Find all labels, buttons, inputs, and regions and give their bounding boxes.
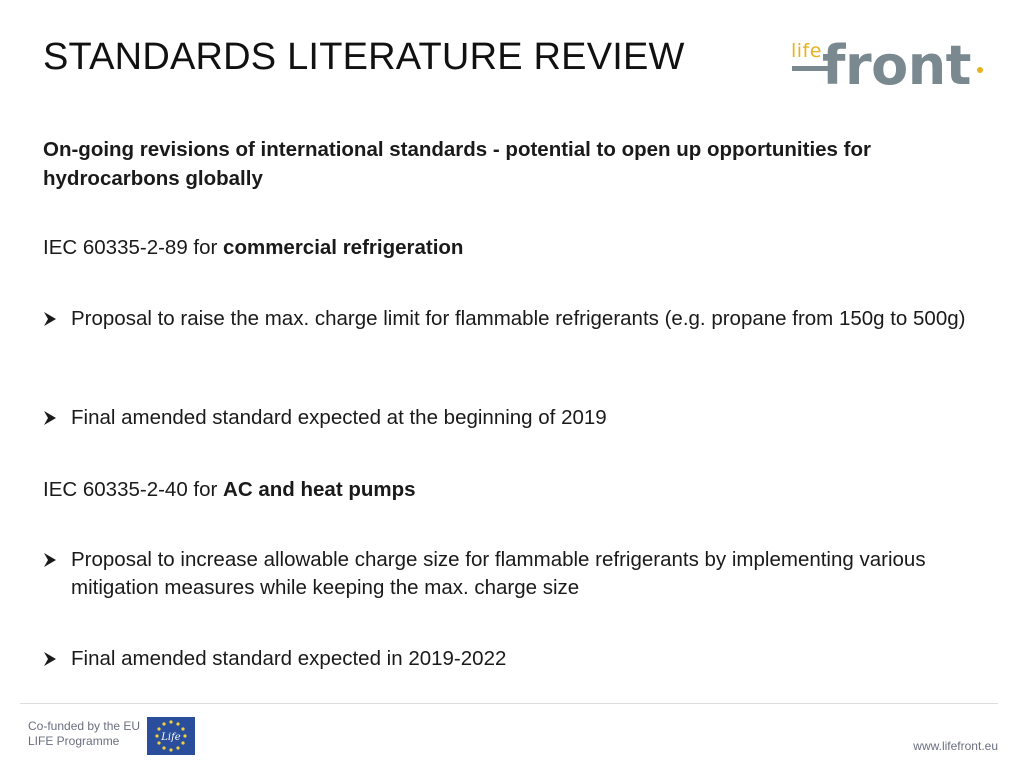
flag-life-text: Life	[161, 732, 181, 743]
bullet-text: Final amended standard expected at the beginning of 2019	[71, 406, 607, 429]
arrow-bullet-icon	[43, 651, 57, 667]
bullet-text: Proposal to increase allowable charge size for flammable refrigerants by implementing various mitigation measures while keeping the max. charge size	[71, 548, 926, 599]
section-topic: AC and heat pumps	[223, 478, 416, 501]
footer-url: www.lifefront.eu	[913, 739, 998, 753]
list-item	[43, 546, 993, 602]
credit-line-1: Co-funded by the EU	[28, 719, 141, 733]
section-heading-ac	[43, 475, 416, 504]
bullet-text: Proposal to raise the max. charge limit for flammable refrigerants (e.g. propane from 150g to 500g)	[71, 307, 966, 330]
intro-text: On-going revisions of international standards - potential to open up opportunities for hydrocarbons globally	[43, 138, 871, 190]
section-standard: IEC 60335-2-40 for	[43, 478, 224, 501]
arrow-bullet-icon	[43, 311, 57, 327]
bullet-text: Final amended standard expected in 2019-2022	[71, 647, 507, 670]
arrow-bullet-icon	[43, 552, 57, 568]
section-topic: commercial refrigeration	[223, 236, 464, 259]
footer-divider	[20, 703, 998, 704]
list-item	[43, 404, 993, 432]
list-item	[43, 645, 993, 673]
list-item	[43, 305, 993, 333]
logo-dot	[977, 67, 983, 73]
section-standard: IEC 60335-2-89 for	[43, 236, 224, 259]
logo-front-text: front	[822, 34, 971, 97]
section-heading-commercial	[43, 233, 463, 262]
slide-title: STANDARDS LITERATURE REVIEW	[43, 36, 685, 78]
lifefront-logo	[790, 34, 990, 100]
arrow-bullet-icon	[43, 410, 57, 426]
eu-life-flag-icon	[147, 717, 195, 755]
footer-credit	[28, 719, 140, 749]
credit-line-2: LIFE Programme	[28, 734, 120, 748]
logo-life-text: life	[791, 40, 822, 62]
